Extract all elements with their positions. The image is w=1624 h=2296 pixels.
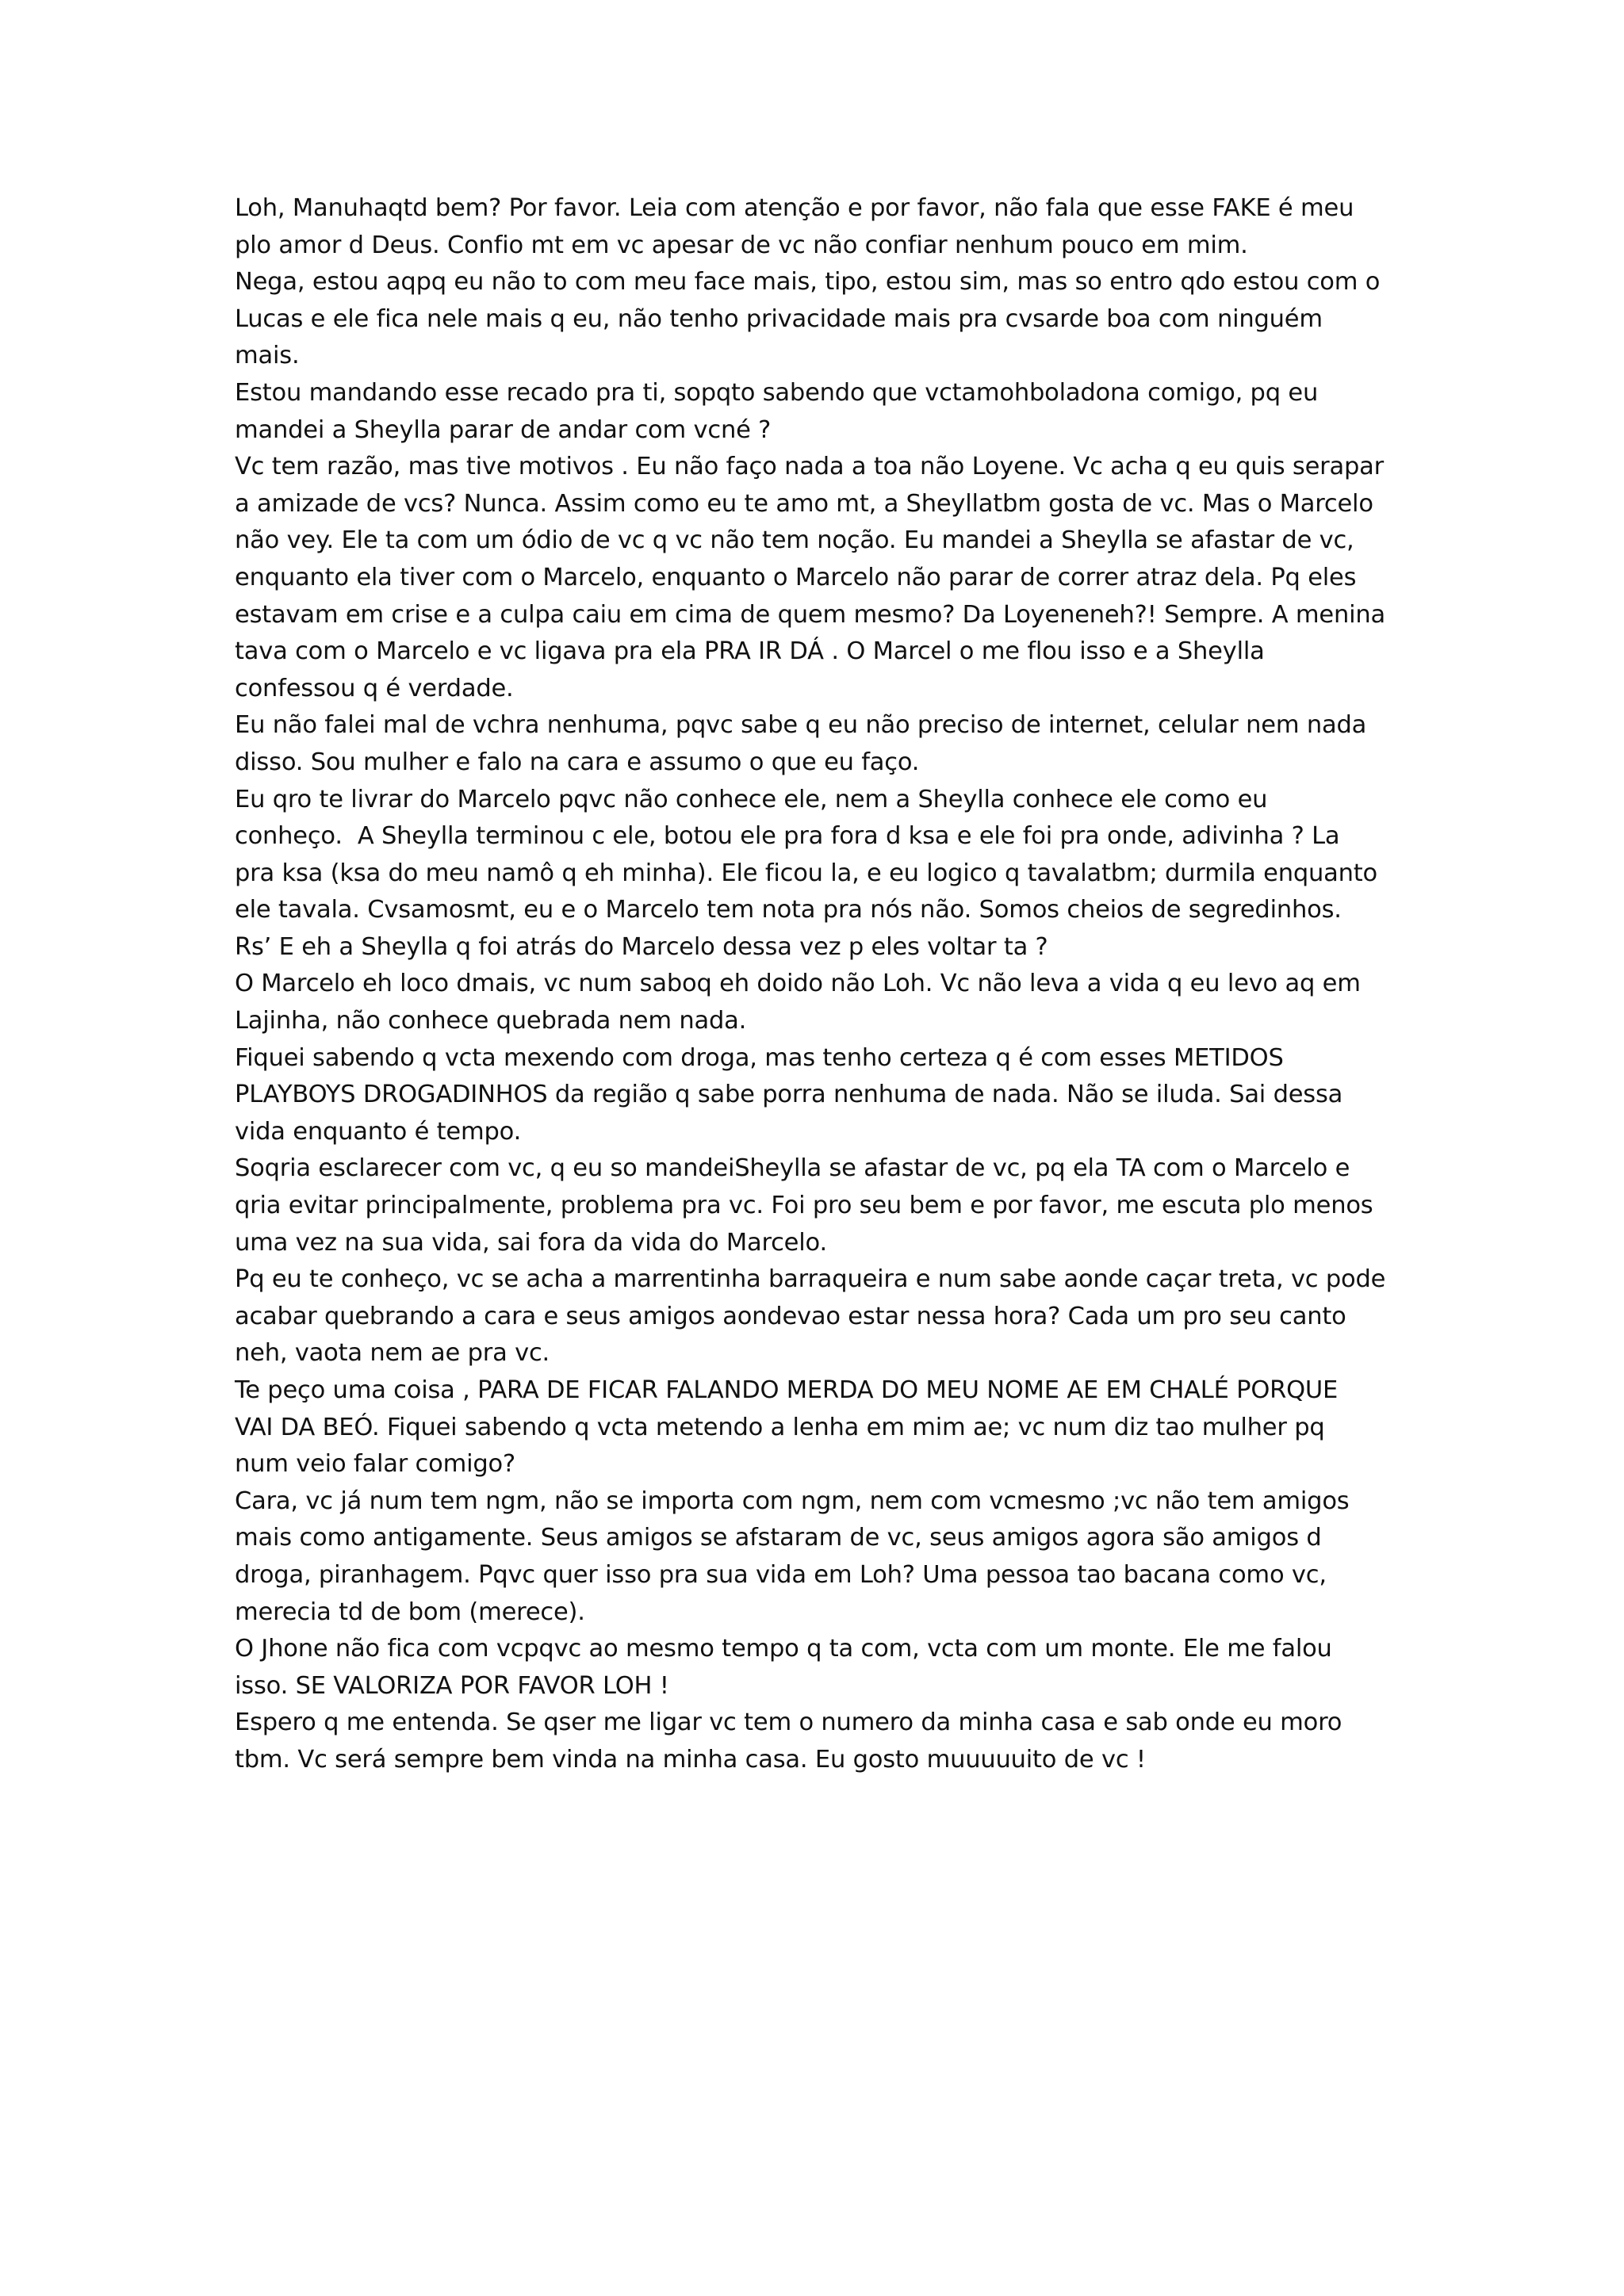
text-line: tava com o Marcelo e vc ligava pra ela PRA IR DÁ . O Marcel o me flou isso e a Sheylla <box>235 637 1265 666</box>
text-line: estavam em crise e a culpa caiu em cima de quem mesmo? Da Loyeneneh?! Sempre. A menina <box>235 600 1385 629</box>
text-line: Vc tem razão, mas tive motivos . Eu não faço nada a toa não Loyene. Vc acha q eu quis serapar <box>235 453 1385 481</box>
text-line: não vey. Ele ta com um ódio de vc q vc não tem noção. Eu mandei a Sheylla se afastar de vc, <box>235 526 1354 555</box>
text-line: O Marcelo eh loco dmais, vc num saboq eh doido não Loh. Vc não leva a vida q eu levo aq em <box>235 970 1361 998</box>
text-line: mandei a Sheylla parar de andar com vcné ? <box>235 415 772 444</box>
text-line: enquanto ela tiver com o Marcelo, enquanto o Marcelo não parar de correr atraz dela. Pq eles <box>235 563 1357 591</box>
text-line: PLAYBOYS DROGADINHOS da região q sabe porra nenhuma de nada. Não se iluda. Sai dessa <box>235 1081 1343 1109</box>
text-line: a amizade de vcs? Nunca. Assim como eu te amo mt, a Sheyllatbm gosta de vc. Mas o Marcelo <box>235 489 1373 518</box>
text-line: merecia td de bom (merece). <box>235 1598 585 1626</box>
text-line: neh, vaota nem ae pra vc. <box>235 1339 550 1368</box>
text-line: Nega, estou aqpq eu não to com meu face mais, tipo, estou sim, mas so entro qdo estou com o <box>235 268 1381 297</box>
text-line: confessou q é verdade. <box>235 674 514 702</box>
text-line: Fiquei sabendo q vcta mexendo com droga, mas tenho certeza q é com esses METIDOS <box>235 1043 1284 1072</box>
text-line: disso. Sou mulher e falo na cara e assumo o que eu faço. <box>235 748 920 776</box>
text-line: Pq eu te conheço, vc se acha a marrentinha barraqueira e num sabe aonde caçar treta, vc pode <box>235 1265 1386 1294</box>
text-line: O Jhone não fica com vcpqvc ao mesmo tempo q ta com, vcta com um monte. Ele me falou <box>235 1635 1332 1663</box>
text-line: isso. SE VALORIZA POR FAVOR LOH ! <box>235 1671 669 1700</box>
text-line: Lajinha, não conhece quebrada nem nada. <box>235 1007 747 1035</box>
text-line: Cara, vc já num tem ngm, não se importa com ngm, nem com vcmesmo ;vc não tem amigos <box>235 1487 1350 1515</box>
text-line: conheço. A Sheylla terminou c ele, botou ele pra fora d ksa e ele foi pra onde, adivinha ? La <box>235 822 1340 851</box>
text-line: VAI DA BEÓ. Fiquei sabendo q vcta metendo a lenha em mim ae; vc num diz tao mulher pq <box>235 1413 1325 1441</box>
text-line: Soqria esclarecer com vc, q eu so mandeiSheylla se afastar de vc, pq ela TA com o Marcelo e <box>235 1154 1350 1183</box>
text-line: Estou mandando esse recado pra ti, sopqto sabendo que vctamohboladona comigo, pq eu <box>235 378 1319 407</box>
text-line: ele tavala. Cvsamosmt, eu e o Marcelo tem nota pra nós não. Somos cheios de segredinhos. <box>235 896 1342 924</box>
text-line: acabar quebrando a cara e seus amigos aondevao estar nessa hora? Cada um pro seu canto <box>235 1302 1346 1330</box>
text-line: vida enquanto é tempo. <box>235 1117 522 1146</box>
text-line: Espero q me entenda. Se qser me ligar vc tem o numero da minha casa e sab onde eu moro <box>235 1709 1342 1737</box>
text-line: num veio falar comigo? <box>235 1450 515 1479</box>
text-line: tbm. Vc será sempre bem vinda na minha casa. Eu gosto muuuuuito de vc ! <box>235 1745 1146 1774</box>
text-line: droga, piranhagem. Pqvc quer isso pra sua vida em Loh? Uma pessoa tao bacana como vc, <box>235 1560 1327 1589</box>
text-line: pra ksa (ksa do meu namô q eh minha). Ele ficou la, e eu logico q tavalatbm; durmila enquanto <box>235 859 1377 887</box>
text-line: Loh, Manuhaqtd bem? Por favor. Leia com atenção e por favor, não fala que esse FAKE é meu <box>235 194 1354 222</box>
text-line: plo amor d Deus. Confio mt em vc apesar de vc não confiar nenhum pouco em mim. <box>235 231 1248 259</box>
text-line: Rs’ E eh a Sheylla q foi atrás do Marcelo dessa vez p eles voltar ta ? <box>235 932 1048 961</box>
letter-body <box>235 190 1424 1779</box>
text-line: uma vez na sua vida, sai fora da vida do Marcelo. <box>235 1228 827 1257</box>
text-line: mais. <box>235 342 300 370</box>
text-line: mais como antigamente. Seus amigos se afstaram de vc, seus amigos agora são amigos d <box>235 1524 1322 1552</box>
text-line: qria evitar principalmente, problema pra vc. Foi pro seu bem e por favor, me escuta plo menos <box>235 1192 1373 1220</box>
text-line: Eu qro te livrar do Marcelo pqvc não conhece ele, nem a Sheylla conhece ele como eu <box>235 785 1268 813</box>
text-line: Lucas e ele fica nele mais q eu, não tenho privacidade mais pra cvsarde boa com ninguém <box>235 304 1323 333</box>
text-line: Te peço uma coisa , PARA DE FICAR FALANDO MERDA DO MEU NOME AE EM CHALÉ PORQUE <box>235 1376 1339 1404</box>
text-line: Eu não falei mal de vchra nenhuma, pqvc sabe q eu não preciso de internet, celular nem nada <box>235 711 1367 740</box>
